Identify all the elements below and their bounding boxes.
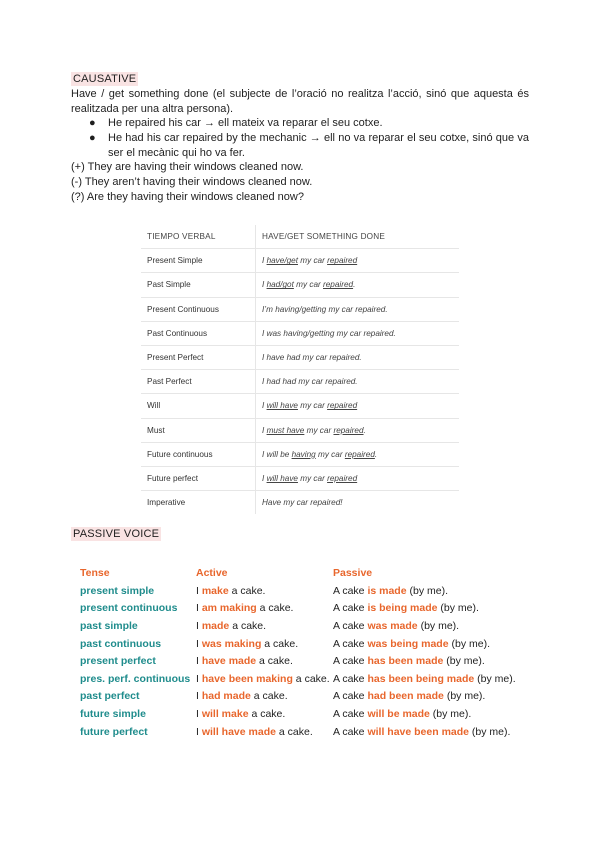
tense-cell: past continuous xyxy=(80,637,162,650)
example-affirmative: (+) They are having their windows cleaned now. xyxy=(71,161,304,173)
active-pre: I xyxy=(196,637,202,650)
example-pre: I xyxy=(262,256,267,266)
active-cell xyxy=(196,653,333,671)
active-cell xyxy=(196,723,333,741)
example-verb: having xyxy=(291,449,316,459)
active-verb: was making xyxy=(201,637,262,650)
table-row xyxy=(80,653,516,671)
example-mid: my car xyxy=(304,425,334,435)
tense-cell: future simple xyxy=(80,708,146,721)
example-pre: I xyxy=(262,425,267,435)
example-cell xyxy=(256,394,460,418)
table-row xyxy=(141,370,459,394)
example-pre: I xyxy=(262,473,267,483)
causative-intro: Have / get something done (el subjecte de l’oració no realitza l’acció, sinó que aquesta és realitzada per una altra persona). xyxy=(71,88,529,115)
table-row xyxy=(141,249,459,273)
tense-cell: Will xyxy=(141,394,256,418)
example-pre: I have had my car repaired. xyxy=(262,353,362,363)
active-cell xyxy=(196,600,333,618)
tense-cell: pres. perf. continuous xyxy=(80,672,191,685)
passive-cell xyxy=(333,600,516,618)
table-row xyxy=(141,442,459,466)
example-participle: repaired xyxy=(327,256,358,266)
active-verb: am making xyxy=(201,602,257,615)
passive-verb: is made xyxy=(367,584,407,597)
example-participle: repaired xyxy=(333,425,364,435)
passive-title: PASSIVE VOICE xyxy=(73,528,160,540)
active-pre: I xyxy=(196,672,202,685)
example-cell xyxy=(256,297,460,321)
active-pre: I xyxy=(196,708,202,721)
table-row xyxy=(80,600,516,618)
passive-pre: A cake xyxy=(333,602,368,615)
passive-cell xyxy=(333,583,516,601)
active-post: a cake. xyxy=(250,690,288,703)
causative-table xyxy=(141,225,459,514)
bullet-dot-icon: ● xyxy=(89,117,96,129)
passive-verb: was being made xyxy=(367,637,449,650)
table-row xyxy=(141,297,459,321)
passive-verb: had been made xyxy=(367,690,444,703)
example-pre: I xyxy=(262,401,267,411)
tense-cell: present simple xyxy=(80,584,155,597)
header-active: Active xyxy=(196,567,228,580)
table-row xyxy=(141,491,459,515)
tense-cell: Past Continuous xyxy=(141,321,256,345)
tense-cell: past perfect xyxy=(80,690,140,703)
tense-cell: Present Continuous xyxy=(141,297,256,321)
active-cell xyxy=(196,688,333,706)
passive-post: (by me). xyxy=(474,672,516,685)
example-cell xyxy=(256,345,460,369)
example-post: . xyxy=(363,425,366,435)
table-row xyxy=(141,394,459,418)
tense-cell: Future perfect xyxy=(141,466,256,490)
active-post: a cake. xyxy=(228,584,266,597)
tense-cell: present perfect xyxy=(80,655,156,668)
passive-cell xyxy=(333,618,516,636)
example-mid: my car xyxy=(297,256,328,266)
example-verb: must have xyxy=(266,425,305,435)
example-negative: (-) They aren’t having their windows cleaned now. xyxy=(71,176,313,188)
table-row xyxy=(80,583,516,601)
active-verb: will have made xyxy=(201,725,276,738)
bullet-dot-icon: ● xyxy=(89,132,96,144)
passive-table xyxy=(80,565,516,741)
example-cell xyxy=(256,273,460,297)
active-cell xyxy=(196,618,333,636)
passive-pre: A cake xyxy=(333,620,368,633)
passive-verb: was made xyxy=(367,620,418,633)
example-question: (?) Are they having their windows cleaned now? xyxy=(71,191,304,203)
bullet-item xyxy=(89,116,529,131)
header-tense: TIEMPO VERBAL xyxy=(141,225,256,249)
bullet-item xyxy=(89,131,529,160)
passive-verb: is being made xyxy=(367,602,438,615)
example-cell xyxy=(256,321,460,345)
active-pre: I xyxy=(196,655,202,668)
passive-cell xyxy=(333,688,516,706)
example-cell xyxy=(256,491,460,515)
tense-cell: future perfect xyxy=(80,725,148,738)
example-pre: I will be xyxy=(262,449,292,459)
passive-pre: A cake xyxy=(333,584,368,597)
example-verb: had/got xyxy=(266,280,294,290)
example-pre: Have my car repaired! xyxy=(262,498,343,508)
header-tense: Tense xyxy=(80,567,110,580)
active-post: a cake. xyxy=(275,725,313,738)
example-mid: my car xyxy=(293,280,324,290)
table-row xyxy=(141,418,459,442)
active-verb: had made xyxy=(201,690,251,703)
active-post: a cake. xyxy=(256,655,293,668)
active-verb: have been making xyxy=(201,672,293,685)
example-pre: I xyxy=(262,280,267,290)
active-cell xyxy=(196,583,333,601)
active-post: a cake. xyxy=(256,602,294,615)
example-mid: my car xyxy=(297,401,328,411)
bullet-text: He had his car repaired by the mechanic → ell no va reparar el seu cotxe, sinó que va ser el mecànic qui ho va fer. xyxy=(108,132,529,159)
table-row xyxy=(141,273,459,297)
active-verb: have made xyxy=(201,655,257,668)
causative-title: CAUSATIVE xyxy=(73,73,137,85)
example-pre: I’m having/getting my car repaired. xyxy=(262,304,388,314)
tense-cell: Present Perfect xyxy=(141,345,256,369)
table-row xyxy=(80,723,516,741)
tense-cell: Future continuous xyxy=(141,442,256,466)
active-verb: will make xyxy=(201,708,249,721)
passive-verb: will have been made xyxy=(367,725,469,738)
passive-verb: will be made xyxy=(367,708,430,721)
header-have-get: HAVE/GET SOMETHING DONE xyxy=(256,225,460,249)
example-cell xyxy=(256,370,460,394)
table-row xyxy=(141,345,459,369)
active-pre: I xyxy=(196,620,202,633)
passive-post: (by me). xyxy=(448,637,490,650)
passive-cell xyxy=(333,706,516,724)
passive-post: (by me). xyxy=(443,655,485,668)
passive-post: (by me). xyxy=(429,708,472,721)
table-row xyxy=(80,671,516,689)
example-verb: will have xyxy=(266,401,298,411)
passive-post: (by me). xyxy=(443,690,486,703)
table-row xyxy=(80,635,516,653)
tense-cell: Must xyxy=(141,418,256,442)
example-cell xyxy=(256,418,460,442)
example-participle: repaired xyxy=(323,280,354,290)
active-post: a cake. xyxy=(229,620,267,633)
passive-cell xyxy=(333,653,516,671)
example-post: . xyxy=(374,449,378,459)
table-row xyxy=(141,321,459,345)
tense-cell: Past Perfect xyxy=(141,370,256,394)
example-cell xyxy=(256,442,460,466)
active-post: a cake. xyxy=(248,708,286,721)
example-pre: I had had my car repaired. xyxy=(262,377,358,387)
example-pre: I was having/getting my car repaired. xyxy=(262,328,396,338)
table-header-row xyxy=(141,225,459,249)
passive-post: (by me). xyxy=(406,584,448,597)
table-row xyxy=(80,688,516,706)
bullet-text: He repaired his car → ell mateix va reparar el seu cotxe. xyxy=(108,117,383,129)
example-post: . xyxy=(353,280,356,290)
passive-pre: A cake xyxy=(333,690,368,703)
passive-pre: A cake xyxy=(333,655,368,668)
example-participle: repaired xyxy=(344,449,375,459)
active-verb: made xyxy=(201,620,230,633)
tense-cell: Present Simple xyxy=(141,249,256,273)
active-pre: I xyxy=(196,690,202,703)
active-pre: I xyxy=(196,602,202,615)
active-pre: I xyxy=(196,584,202,597)
active-post: a cake. xyxy=(261,637,299,650)
example-verb: will have xyxy=(266,473,298,483)
passive-cell xyxy=(333,671,516,689)
active-cell xyxy=(196,706,333,724)
active-cell xyxy=(196,671,333,689)
tense-cell: Past Simple xyxy=(141,273,256,297)
header-passive: Passive xyxy=(333,567,373,580)
passive-verb: has been made xyxy=(367,655,444,668)
active-cell xyxy=(196,635,333,653)
tense-cell: past simple xyxy=(80,620,138,633)
table-row xyxy=(80,618,516,636)
table-row xyxy=(80,706,516,724)
example-mid: my car xyxy=(315,449,345,459)
passive-post: (by me). xyxy=(437,602,479,615)
passive-post: (by me). xyxy=(469,725,511,738)
example-participle: repaired xyxy=(327,473,358,483)
example-verb: have/get xyxy=(266,256,298,266)
active-verb: make xyxy=(201,584,229,597)
passive-pre: A cake xyxy=(333,672,368,685)
passive-pre: A cake xyxy=(333,708,368,721)
table-header-row xyxy=(80,565,516,583)
active-pre: I xyxy=(196,725,202,738)
passive-pre: A cake xyxy=(333,725,368,738)
active-post: a cake. xyxy=(292,672,330,685)
example-cell xyxy=(256,466,460,490)
table-row xyxy=(141,466,459,490)
tense-cell: present continuous xyxy=(80,602,178,615)
passive-cell xyxy=(333,635,516,653)
example-participle: repaired xyxy=(327,401,358,411)
passive-cell xyxy=(333,723,516,741)
tense-cell: Imperative xyxy=(147,498,186,508)
passive-verb: has been being made xyxy=(367,672,475,685)
example-cell xyxy=(256,249,460,273)
passive-pre: A cake xyxy=(333,637,368,650)
example-mid: my car xyxy=(297,473,328,483)
passive-post: (by me). xyxy=(417,620,460,633)
